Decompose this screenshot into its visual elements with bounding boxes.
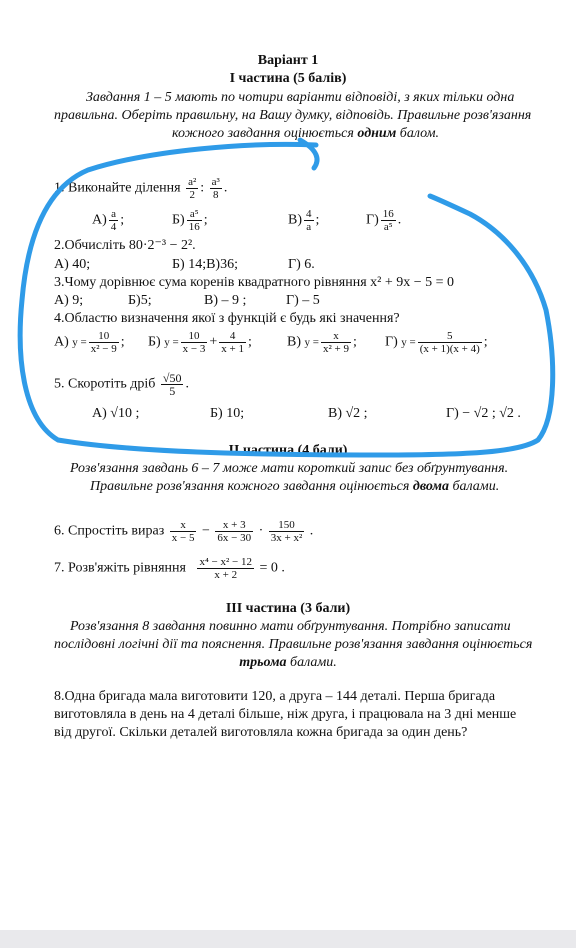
task1-option-c: В) $\frac{4}{a}$ ; (288, 208, 320, 233)
task8-line2: виготовляла в день на 4 деталі більше, ніж друга, і працювала на 3 дні менше (54, 707, 517, 722)
part1-instruction-line2: правильна. Оберіть правильну, на Вашу думку, відповідь. Правильне розв'язання (54, 108, 532, 123)
task4-option-d: Г) y = $\frac{5}{(x + 1)(x + 4)}$ ; (385, 330, 488, 355)
part1-instruction-line1: Завдання 1 – 5 мають по чотири варіанти відповіді, з яких тільки одна (86, 90, 515, 105)
part3-title: ІІІ частина (3 бали) (225, 601, 351, 616)
task2-option-d: Г) 6. (288, 257, 315, 272)
task6-question: 6. Спростіть вираз $\frac{x}{x - 5}$ − $\frac{x + 3}{6x - 30}$ · $\frac{150}{\text{3x + x²}}$ . (54, 519, 314, 544)
marker-tail (300, 140, 317, 168)
task4-option-a: А) y = $\frac{10}{\text{x² − 9}}$ ; (54, 330, 125, 355)
task1-fraction-a: $\frac{\text{a²}}{2}$ (188, 176, 197, 201)
task2-question: 2.Обчисліть 80·2⁻³ − 2². (54, 238, 196, 253)
part1-instruction-line3 (172, 126, 439, 142)
task1-option-a: А) $\frac{a}{4}$ ; (92, 208, 125, 233)
task3-option-a: А) 9; (54, 293, 84, 308)
task3-question: 3.Чому дорівнює сума коренів квадратного рівняння x² + 9x − 5 = 0 (54, 275, 455, 290)
task1-option-d: Г) $\frac{16}{\text{a⁵}}$ . (366, 208, 402, 233)
task3-option-b: Б)5; (128, 293, 152, 308)
part2-instruction-line1: Розв'язання завдань 6 – 7 може мати короткий запис без обґрунтування. (70, 461, 509, 476)
task5-option-c: В) √2 ; (328, 406, 368, 421)
task8-line3: від другої. Скільки деталей виготовляла кожна бригада за один день? (54, 725, 468, 740)
task8-line1: 8.Одна бригада мала виготовити 120, а друга – 144 деталі. Перша бригада (54, 689, 496, 704)
task5-option-b: Б) 10; (210, 406, 245, 421)
part3-instruction-line2: послідовні логічні дії та пояснення. Правильне розв'язання завдання оцінюється (54, 637, 533, 652)
part2-instruction-line2: Правильне розв'язання кожного завдання оцінюється двома балами. (90, 479, 500, 494)
task2-option-a: А) 40; (54, 257, 91, 272)
task5-option-a: А) √10 ; (92, 406, 140, 421)
instr-text: балом. (399, 126, 440, 141)
task4-question: 4.Областю визначення якої з функцій є будь які значення? (54, 311, 400, 326)
part2-title: ІІ частина (4 бали) (228, 443, 348, 458)
task1-prefix: 1. Виконайте ділення (54, 180, 181, 196)
task1-question: 1. Виконайте ділення $\frac{\text{a²}}{2}$ : $\frac{\text{a³}}{8}$ . (54, 176, 228, 201)
task1-option-b: Б) $\frac{\text{a⁵}}{16}$ ; (172, 208, 208, 233)
variant-title: Варіант 1 (257, 53, 319, 68)
task1-fraction-b: $\frac{\text{a³}}{8}$ (211, 176, 220, 201)
task5-option-d: Г) − √2 ; √2 . (446, 406, 521, 421)
part1-title: І частина (5 балів) (229, 71, 347, 86)
task4-option-b: Б) y = $\frac{10}{x - 3}$ + $\frac{4}{x + 1}$ ; (148, 330, 252, 355)
part3-instruction-line1: Розв'язання 8 завдання повинно мати обґрунтування. Потрібно записати (70, 619, 511, 634)
task3-option-c: В) – 9 ; (204, 293, 247, 308)
task7-question: 7. Розв'яжіть рівняння $\frac{\text{x⁴ − x² − 12}}{x + 2}$ = 0 . (54, 556, 285, 581)
task5-question: 5. Скоротіть дріб $\frac{√50}{5}$ . (54, 371, 189, 398)
page-bottom-band (0, 930, 576, 948)
task3-option-d: Г) – 5 (286, 293, 320, 308)
instr-bold: одним (357, 126, 397, 141)
task2-option-bc: Б) 14;В)36; (172, 257, 238, 272)
task4-option-c: В) y = $\frac{x}{\text{x² + 9}}$ ; (287, 330, 357, 355)
part3-instruction-line3: трьома балами. (239, 655, 337, 670)
instr-text: кожного завдання оцінюється (172, 126, 354, 141)
